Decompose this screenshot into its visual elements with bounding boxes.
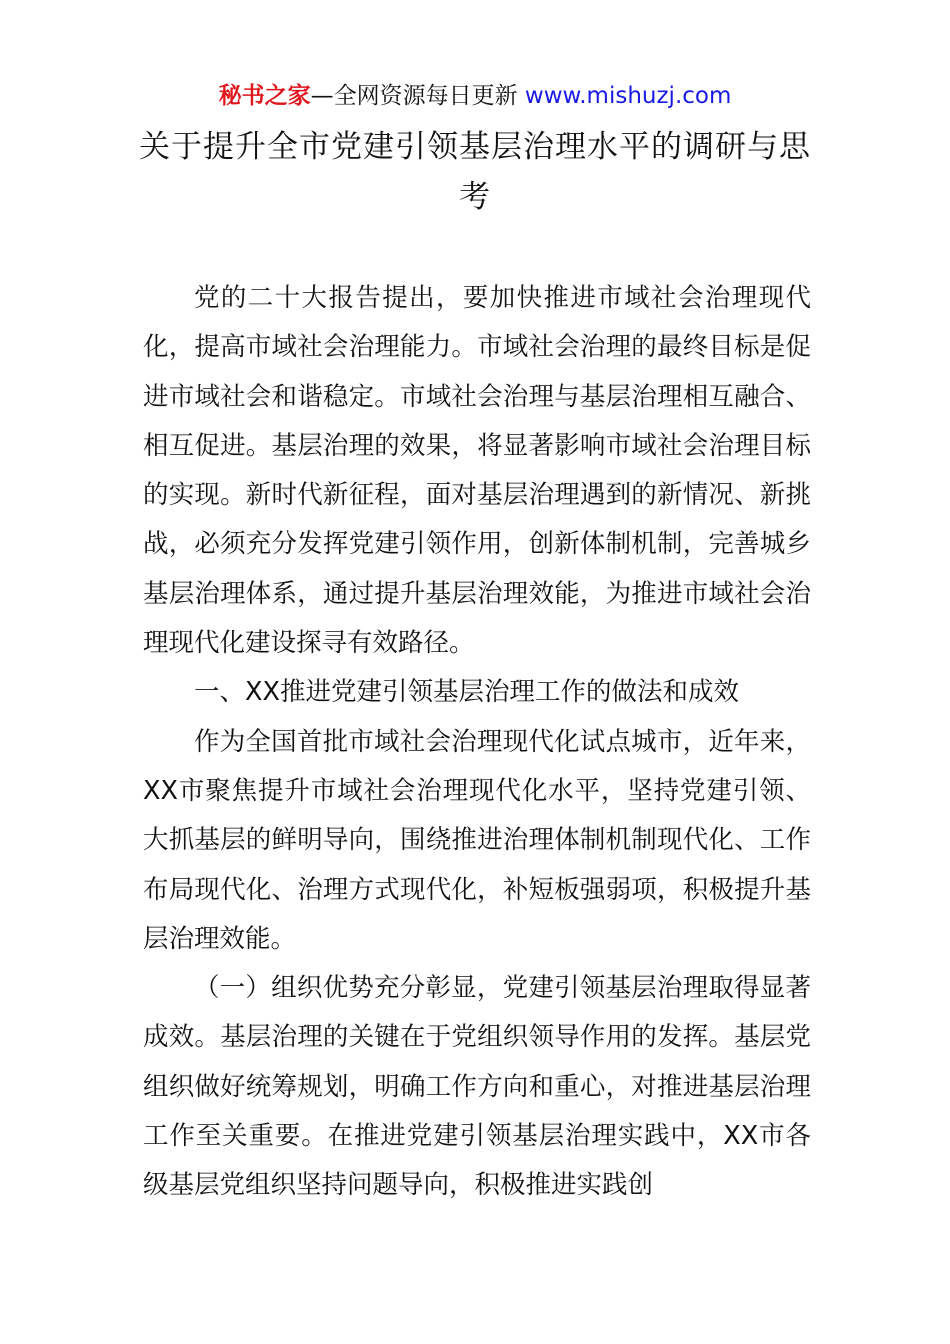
paragraph-overview: 作为全国首批市域社会治理现代化试点城市，近年来，XX市聚焦提升市域社会治理现代化水平，坚持党建引领、大抓基层的鲜明导向，围绕推进治理体制机制现代化、工作布局现代化、治理方式现代化，补短板强弱项，积极提升基层治理效能。 <box>143 726 811 954</box>
site-brand[interactable]: 秘书之家 <box>218 83 311 109</box>
document-title: 关于提升全市党建引领基层治理水平的调研与思考 <box>139 129 811 215</box>
section-heading: 一、XX推进党建引领基层治理工作的做法和成效 <box>194 677 739 708</box>
paragraph-subsection-1: （一）组织优势充分彰显，党建引领基层治理取得显著成效。基层治理的关键在于党组织领导作用的发挥。基层党组织做好统筹规划，明确工作方向和重心，对推进基层治理工作至关重要。在推进党建引领基层治理实践中，XX市各级基层党组织坚持问题导向，积极推进实践创 <box>143 973 811 1201</box>
document-body <box>143 274 811 1211</box>
site-banner <box>0 80 950 112</box>
site-tagline: —全网资源每日更新 <box>310 83 518 109</box>
site-url-link[interactable]: www.mishuzj.com <box>524 83 732 109</box>
paragraph-intro: 党的二十大报告提出，要加快推进市域社会治理现代化，提高市域社会治理能力。市域社会治理的最终目标是促进市域社会和谐稳定。市域社会治理与基层治理相互融合、相互促进。基层治理的效果，将显著影响市域社会治理目标的实现。新时代新征程，面对基层治理遇到的新情况、新挑战，必须充分发挥党建引领作用，创新体制机制，完善城乡基层治理体系，通过提升基层治理效能，为推进市域社会治理现代化建设探寻有效路径。 <box>143 283 811 659</box>
